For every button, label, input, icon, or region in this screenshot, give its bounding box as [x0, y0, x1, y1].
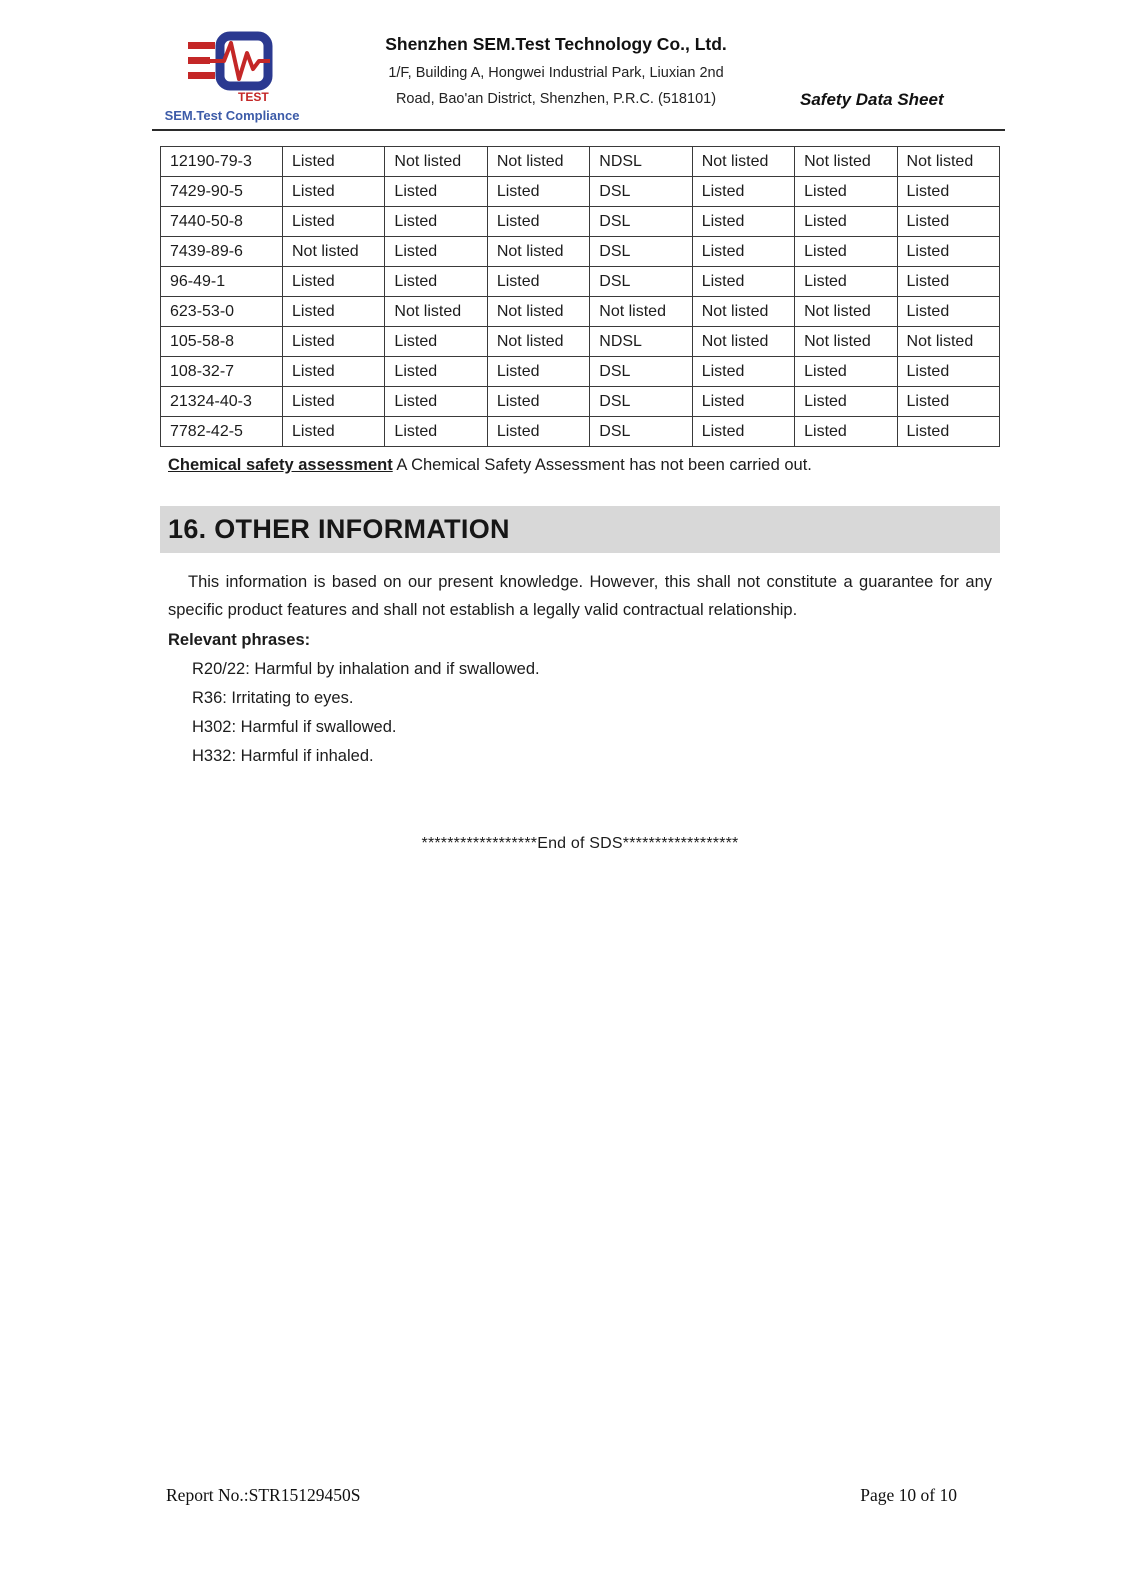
- document-type-title: Safety Data Sheet: [800, 90, 944, 109]
- listing-status-cell: DSL: [590, 357, 692, 387]
- listing-status-cell: Listed: [795, 237, 897, 267]
- listing-status-cell: Listed: [795, 177, 897, 207]
- page-content: [160, 146, 1000, 853]
- listing-status-cell: Listed: [795, 357, 897, 387]
- cas-number-cell: 108-32-7: [161, 357, 283, 387]
- listing-status-cell: Not listed: [487, 327, 589, 357]
- listing-status-cell: Listed: [385, 237, 487, 267]
- listing-status-cell: Not listed: [897, 147, 999, 177]
- cas-number-cell: 7782-42-5: [161, 417, 283, 447]
- listing-status-cell: Not listed: [692, 327, 794, 357]
- table-row: [161, 177, 1000, 207]
- table-row: [161, 147, 1000, 177]
- listing-status-cell: Listed: [897, 237, 999, 267]
- listing-status-cell: Listed: [283, 147, 385, 177]
- cas-number-cell: 105-58-8: [161, 327, 283, 357]
- listing-status-cell: Listed: [283, 387, 385, 417]
- listing-status-cell: Listed: [283, 327, 385, 357]
- table-row: [161, 327, 1000, 357]
- listing-status-cell: Listed: [795, 267, 897, 297]
- listing-status-cell: Listed: [487, 177, 589, 207]
- section-16-header: 16. OTHER INFORMATION: [160, 506, 1000, 553]
- table-row: [161, 387, 1000, 417]
- listing-status-cell: Listed: [385, 207, 487, 237]
- company-info: [312, 28, 800, 107]
- cas-number-cell: 7429-90-5: [161, 177, 283, 207]
- table-row: [161, 297, 1000, 327]
- listing-status-cell: Listed: [283, 177, 385, 207]
- listing-status-cell: Not listed: [385, 297, 487, 327]
- regulatory-table: [160, 146, 1000, 447]
- listing-status-cell: Listed: [692, 357, 794, 387]
- listing-status-cell: Listed: [795, 207, 897, 237]
- listing-status-cell: Not listed: [692, 147, 794, 177]
- listing-status-cell: Listed: [385, 417, 487, 447]
- listing-status-cell: Listed: [385, 177, 487, 207]
- end-of-sds-text: ******************End of SDS******************: [421, 835, 739, 852]
- table-row: [161, 237, 1000, 267]
- listing-status-cell: Listed: [487, 387, 589, 417]
- listing-status-cell: Listed: [283, 417, 385, 447]
- listing-status-cell: Listed: [385, 267, 487, 297]
- listing-status-cell: Not listed: [487, 297, 589, 327]
- listing-status-cell: Listed: [692, 267, 794, 297]
- company-logo: [152, 28, 312, 123]
- listing-status-cell: Not listed: [795, 297, 897, 327]
- chemical-safety-assessment: [168, 456, 1000, 475]
- listing-status-cell: Not listed: [590, 297, 692, 327]
- listing-status-cell: Not listed: [897, 327, 999, 357]
- cas-number-cell: 623-53-0: [161, 297, 283, 327]
- semtest-logo-icon: [180, 28, 284, 106]
- section-16-paragraph: This information is based on our present knowledge. However, this shall not constitute a guarantee for any specific product features and shall not establish a legally valid contractual relationship.: [168, 573, 992, 619]
- cas-number-cell: 12190-79-3: [161, 147, 283, 177]
- listing-status-cell: Listed: [487, 267, 589, 297]
- cas-number-cell: 21324-40-3: [161, 387, 283, 417]
- listing-status-cell: DSL: [590, 387, 692, 417]
- listing-status-cell: Listed: [283, 297, 385, 327]
- company-name: Shenzhen SEM.Test Technology Co., Ltd.: [385, 34, 727, 54]
- table-row: [161, 207, 1000, 237]
- cas-number-cell: 7439-89-6: [161, 237, 283, 267]
- listing-status-cell: Listed: [795, 417, 897, 447]
- listing-status-cell: Not listed: [795, 147, 897, 177]
- listing-status-cell: Listed: [487, 417, 589, 447]
- listing-status-cell: DSL: [590, 207, 692, 237]
- relevant-phrases-list: [192, 655, 1000, 771]
- cas-number-cell: 96-49-1: [161, 267, 283, 297]
- listing-status-cell: Listed: [897, 357, 999, 387]
- listing-status-cell: Listed: [692, 237, 794, 267]
- report-number: Report No.:STR15129450S: [166, 1485, 361, 1505]
- chemical-safety-label: Chemical safety assessment: [168, 456, 393, 474]
- listing-status-cell: Not listed: [487, 147, 589, 177]
- phrase-line: R20/22: Harmful by inhalation and if swallowed.: [192, 660, 540, 678]
- table-row: [161, 417, 1000, 447]
- listing-status-cell: Listed: [283, 357, 385, 387]
- listing-status-cell: DSL: [590, 417, 692, 447]
- regulatory-table-body: [161, 147, 1000, 447]
- cas-number-cell: 7440-50-8: [161, 207, 283, 237]
- phrase-line: H302: Harmful if swallowed.: [192, 718, 397, 736]
- listing-status-cell: Listed: [897, 417, 999, 447]
- logo-caption: SEM.Test Compliance: [164, 108, 300, 123]
- listing-status-cell: Listed: [487, 357, 589, 387]
- listing-status-cell: Listed: [487, 207, 589, 237]
- listing-status-cell: Listed: [283, 267, 385, 297]
- listing-status-cell: Listed: [795, 387, 897, 417]
- listing-status-cell: Listed: [692, 207, 794, 237]
- listing-status-cell: DSL: [590, 267, 692, 297]
- document-header: [0, 0, 1121, 123]
- listing-status-cell: Listed: [692, 387, 794, 417]
- relevant-phrases-label: Relevant phrases:: [168, 631, 311, 649]
- logo-test-label: TEST: [238, 90, 269, 104]
- listing-status-cell: Listed: [897, 177, 999, 207]
- listing-status-cell: Listed: [897, 387, 999, 417]
- phrase-line: H332: Harmful if inhaled.: [192, 747, 374, 765]
- page-number: Page 10 of 10: [860, 1485, 957, 1505]
- listing-status-cell: Not listed: [487, 237, 589, 267]
- listing-status-cell: NDSL: [590, 327, 692, 357]
- table-row: [161, 357, 1000, 387]
- listing-status-cell: Not listed: [795, 327, 897, 357]
- company-address-line1: 1/F, Building A, Hongwei Industrial Park, Liuxian 2nd: [388, 65, 724, 81]
- listing-status-cell: Listed: [897, 207, 999, 237]
- listing-status-cell: Not listed: [692, 297, 794, 327]
- listing-status-cell: Listed: [897, 267, 999, 297]
- listing-status-cell: Listed: [692, 177, 794, 207]
- listing-status-cell: Listed: [283, 207, 385, 237]
- listing-status-cell: NDSL: [590, 147, 692, 177]
- listing-status-cell: Listed: [692, 417, 794, 447]
- listing-status-cell: Listed: [385, 327, 487, 357]
- listing-status-cell: Listed: [897, 297, 999, 327]
- listing-status-cell: Listed: [385, 387, 487, 417]
- company-address-line2: Road, Bao'an District, Shenzhen, P.R.C. (518101): [395, 91, 717, 107]
- chemical-safety-text: A Chemical Safety Assessment has not been carried out.: [392, 456, 812, 474]
- listing-status-cell: DSL: [590, 177, 692, 207]
- listing-status-cell: Not listed: [283, 237, 385, 267]
- phrase-line: R36: Irritating to eyes.: [192, 689, 354, 707]
- header-divider: [152, 129, 1005, 131]
- page-footer: [166, 1485, 957, 1506]
- table-row: [161, 267, 1000, 297]
- listing-status-cell: Not listed: [385, 147, 487, 177]
- listing-status-cell: DSL: [590, 237, 692, 267]
- listing-status-cell: Listed: [385, 357, 487, 387]
